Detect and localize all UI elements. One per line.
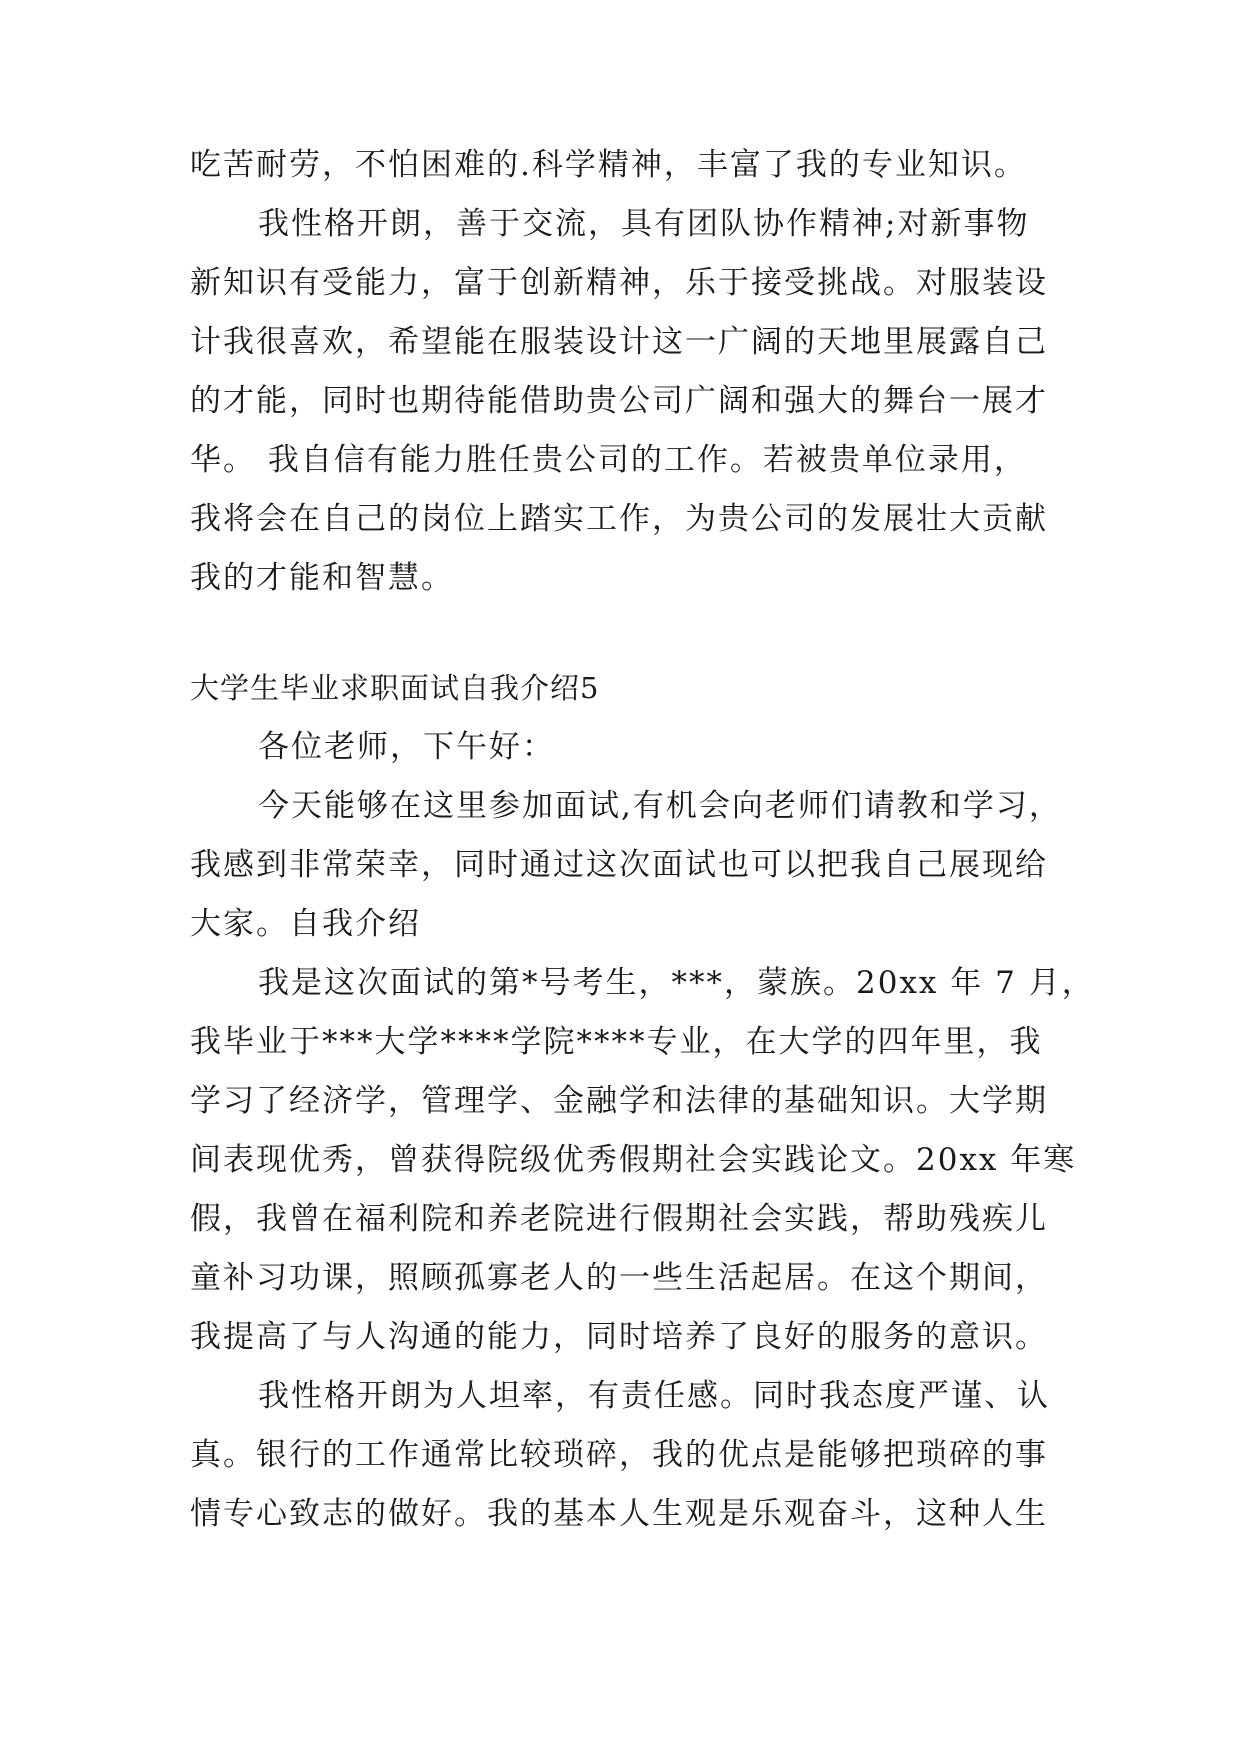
text-line: 童补习功课，照顾孤寡老人的一些生活起居。在这个期间，: [190, 1260, 1048, 1296]
paragraph-start-line: 我性格开朗，善于交流，具有团队协作精神;对新事物: [258, 206, 1030, 242]
text-line: 我将会在自己的岗位上踏实工作，为贵公司的发展壮大贡献: [190, 501, 1048, 537]
text-line: 我的才能和智慧。: [190, 560, 454, 596]
paragraph-start-line: 今天能够在这里参加面试,有机会向老师们请教和学习，: [258, 788, 1062, 824]
text-line: 吃苦耐劳，不怕困难的.科学精神，丰富了我的专业知识。: [190, 147, 1027, 183]
text-line: 学习了经济学，管理学、金融学和法律的基础知识。大学期: [190, 1083, 1048, 1119]
text-line: 间表现优秀，曾获得院级优秀假期社会实践论文。20xx 年寒: [190, 1142, 1077, 1178]
text-line: 的才能，同时也期待能借助贵公司广阔和强大的舞台一展才: [190, 383, 1048, 419]
text-line: 我毕业于***大学****学院****专业，在大学的四年里，我: [190, 1024, 1043, 1060]
greeting-line: 各位老师，下午好：: [258, 729, 555, 765]
text-line: 我感到非常荣幸，同时通过这次面试也可以把我自己展现给: [190, 847, 1048, 883]
text-line: 计我很喜欢，希望能在服装设计这一广阔的天地里展露自己: [190, 324, 1048, 360]
section-heading: 大学生毕业求职面试自我介绍5: [190, 671, 600, 705]
text-line: 新知识有受能力，富于创新精神，乐于接受挑战。对服装设: [190, 265, 1048, 301]
paragraph-start-line: 我性格开朗为人坦率，有责任感。同时我态度严谨、认: [258, 1378, 1050, 1414]
text-line: 华。 我自信有能力胜任贵公司的工作。若被贵单位录用，: [190, 442, 1027, 478]
text-line: 假，我曾在福利院和养老院进行假期社会实践，帮助残疾儿: [190, 1201, 1048, 1237]
text-line: 情专心致志的做好。我的基本人生观是乐观奋斗，这种人生: [190, 1496, 1048, 1532]
paragraph-start-line: 我是这次面试的第*号考生，***，蒙族。20xx 年 7 月，: [258, 965, 1095, 1001]
text-line: 大家。自我介绍: [190, 906, 421, 942]
text-line: 我提高了与人沟通的能力，同时培养了良好的服务的意识。: [190, 1319, 1048, 1355]
text-line: 真。银行的工作通常比较琐碎，我的优点是能够把琐碎的事: [190, 1437, 1048, 1473]
